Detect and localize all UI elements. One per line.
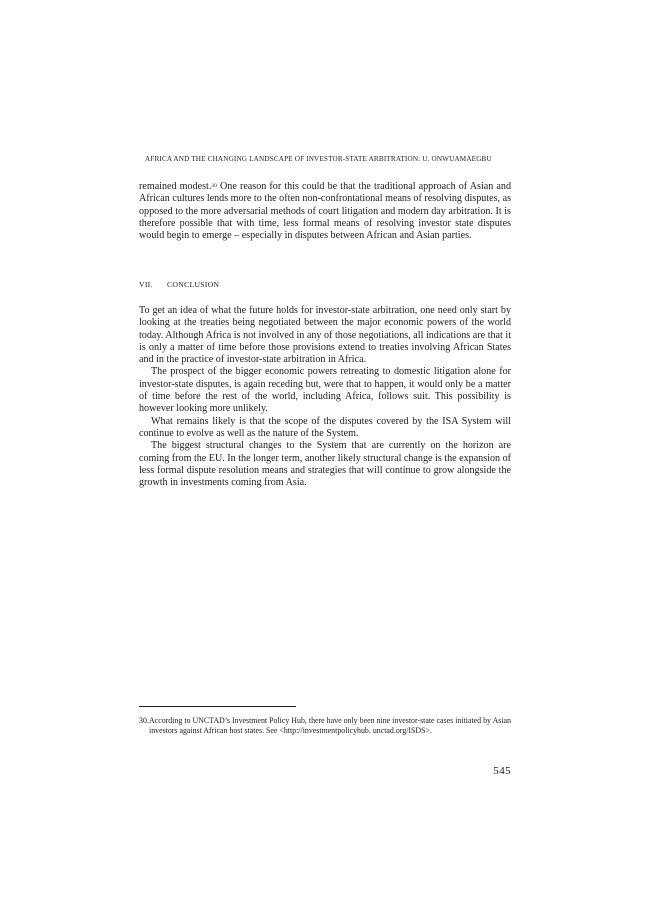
footnote-text[interactable]: According to UNCTAD’s Investment Policy Hub, there have only been nine investor-state cases initiated by Asian investors against African host states. See <http://investmentpolicyhub. unctad.org/ISDS>. [149,716,511,736]
paragraph-rest: One reason for this could be that the traditional approach of Asian and African cultures lends more to the often non-confrontational means of resolving disputes, as opposed to the more adversarial methods of court litigation and modern day arbitration. It is therefore possible that with time, less formal means of resolving investor state disputes would begin to emerge – especially in disputes between African and Asian parties. [139,181,511,242]
running-head: AFRICA AND THE CHANGING LANDSCAPE OF INVESTOR-STATE ARBITRATION: U. ONWUAMAEGBU [145,155,492,163]
conclusion-body [139,305,511,489]
paragraph-lead: remained modest. [139,181,212,192]
footnote-number: 30. [139,716,149,725]
document-page [139,0,511,920]
section-title: CONCLUSION [167,280,220,289]
conclusion-paragraph-4: The biggest structural changes to the System that are currently on the horizon are coming from the EU. In the longer term, another likely structural change is the expansion of less formal dispute resolution means and strategies that will continue to grow alongside the growth in investments coming from Asia. [139,440,511,489]
footnote [139,716,511,737]
footnote-divider [139,706,296,707]
section-number: VII. [139,280,153,289]
paragraph-text [139,181,511,242]
footnote-reference-marker[interactable]: 30 [211,183,217,189]
conclusion-paragraph-1: To get an idea of what the future holds for investor-state arbitration, one need only start by looking at the treaties being negotiated between the major economic powers of the world today. Although Africa is not involved in any of those negotiations, all indications are that it is only a matter of time before those provisions extend to treaties involving African States and in the practice of investor-state arbitration in Africa. [139,305,511,366]
section-heading [139,280,219,289]
conclusion-paragraph-2: The prospect of the bigger economic powers retreating to domestic litigation alone for investor-state disputes, is again receding but, were that to happen, it would only be a matter of time before the rest of the world, including Africa, follows suit. This possibility is however looking more unlikely. [139,366,511,415]
opening-paragraph [139,181,511,242]
conclusion-paragraph-3: What remains likely is that the scope of the disputes covered by the ISA System will continue to evolve as well as the nature of the System. [139,415,511,439]
page-number: 545 [493,765,511,777]
